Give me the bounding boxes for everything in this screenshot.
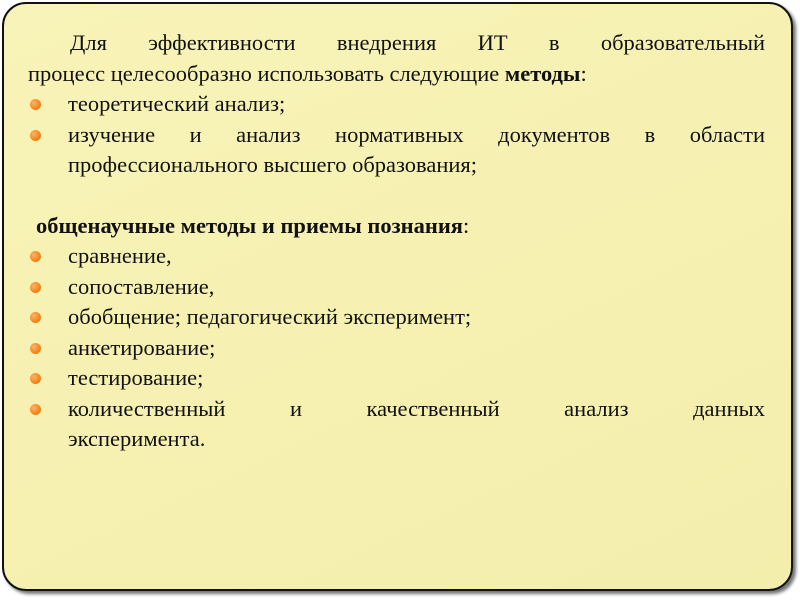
list-item xyxy=(28,120,765,181)
list-item xyxy=(28,302,765,333)
spacer xyxy=(28,181,765,211)
orange-dot-icon xyxy=(30,99,41,110)
slide-panel xyxy=(2,2,793,591)
list-item xyxy=(28,333,765,364)
list-item-text: анкетирование; xyxy=(68,334,216,360)
orange-dot-icon xyxy=(30,373,41,384)
orange-dot-icon xyxy=(30,404,41,415)
list-item-text-line-1: количественный и качественный анализ данных xyxy=(68,395,765,421)
general-methods-list xyxy=(28,241,765,455)
orange-dot-icon xyxy=(30,130,41,141)
list-item-text: теоретический анализ; xyxy=(68,91,286,116)
orange-dot-icon xyxy=(30,312,41,323)
list-item xyxy=(28,272,765,303)
orange-dot-icon xyxy=(30,343,41,354)
slide-content xyxy=(28,28,765,455)
list-item-text: сопоставление, xyxy=(68,273,215,299)
list-item-text-line-2: профессионального высшего образования; xyxy=(68,152,477,177)
orange-dot-icon xyxy=(30,251,41,262)
intro-line-2-prefix: процесс целесообразно использовать следующие xyxy=(28,60,505,86)
intro-methods-bold: методы xyxy=(504,60,581,86)
list-item-text: обобщение; педагогический эксперимент; xyxy=(68,304,472,329)
list-item xyxy=(28,89,765,120)
list-item-text-line-1: изучение и анализ нормативных документов в области xyxy=(68,121,765,147)
heading-bold: общенаучные методы и приемы познания xyxy=(36,212,463,238)
list-item xyxy=(28,363,765,394)
list-item-text-line-2: эксперимента. xyxy=(68,426,206,451)
orange-dot-icon xyxy=(30,282,41,293)
intro-paragraph xyxy=(28,28,765,89)
general-methods-heading xyxy=(28,211,765,242)
list-item xyxy=(28,394,765,455)
theoretical-methods-list xyxy=(28,89,765,181)
list-item xyxy=(28,241,765,272)
heading-colon: : xyxy=(462,212,470,238)
intro-line-1: Для эффективности внедрения ИТ в образовательный xyxy=(70,30,765,55)
list-item-text: тестирование; xyxy=(68,365,204,390)
list-item-text: сравнение, xyxy=(68,243,172,268)
intro-colon: : xyxy=(580,60,587,86)
